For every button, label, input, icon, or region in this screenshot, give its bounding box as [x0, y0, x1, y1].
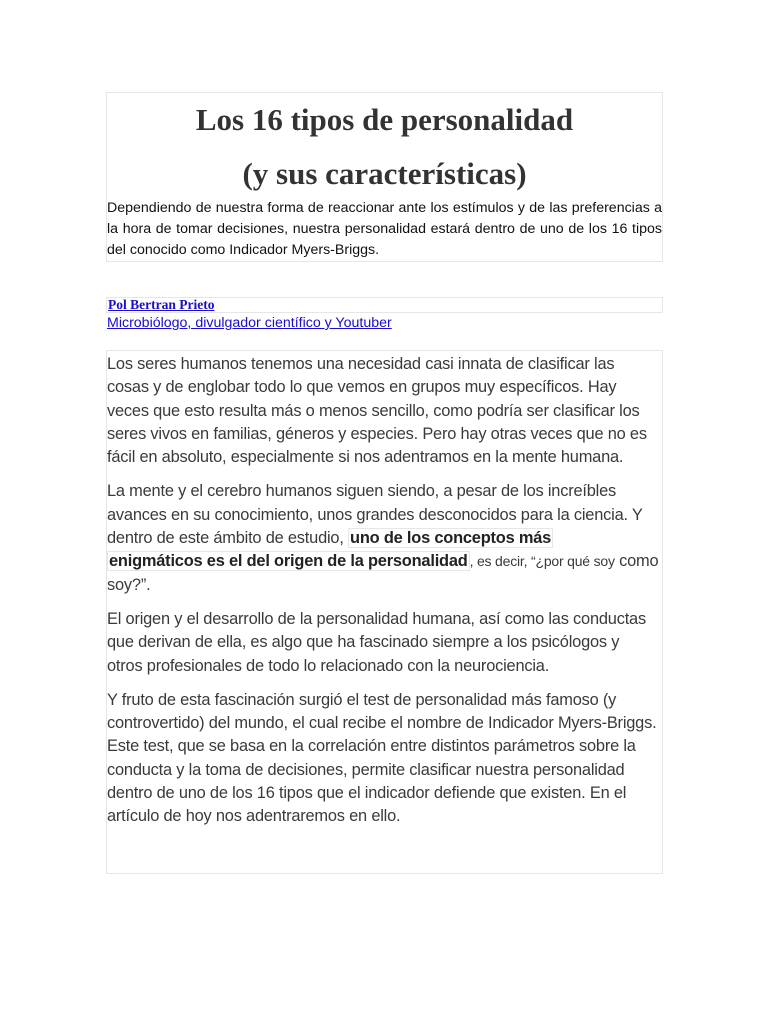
title-line-2: (y sus características) [242, 156, 527, 191]
paragraph-1: Los seres humanos tenemos una necesidad casi innata de clasificar las cosas y de englobar todo lo que vemos en grupos muy específicos. Hay veces que esto resulta más o menos sencillo, como podría ser clasificar los seres vivos en familias, géneros y especies. Pero hay otras veces que no es fácil en absoluto, especialmente si nos adentramos en la mente humana. [107, 355, 647, 467]
highlight-text-a: uno de los conceptos más [350, 529, 552, 548]
title-line-1: Los 16 tipos de personalidad [195, 102, 574, 137]
paragraph-2 [107, 480, 659, 596]
paragraph-2-text: La mente y el cerebro humanos siguen siendo, a pesar de los increíbles avances en su conocimiento, unos grandes desconocidos para la ciencia. Y dentro de este ámbito de estudio, [107, 482, 643, 548]
author-name-link[interactable]: Pol Bertran Prieto [108, 297, 215, 312]
highlight-text-b: enigmáticos es el del origen de la personalidad [109, 552, 468, 571]
author-role-link[interactable]: Microbiólogo, divulgador científico y Youtuber [107, 315, 392, 331]
paragraph-2-end: como soy?”. [107, 552, 659, 594]
paragraph-2-mid: , es decir, “¿por qué soy [469, 553, 615, 570]
article-intro: Dependiendo de nuestra forma de reaccionar ante los estímulos y de las preferencias a la hora de tomar decisiones, nuestra personalidad estará dentro de uno de los 16 tipos del conocido como Indicador Myers-Briggs. [107, 200, 662, 258]
author-box [106, 297, 663, 313]
paragraph-3: El origen y el desarrollo de la personalidad humana, así como las conductas que derivan de ella, es algo que ha fascinado siempre a los psicólogos y otros profesionales de todo lo relacionado con la neurociencia. [107, 609, 646, 675]
article-title [107, 93, 662, 201]
article-body [106, 350, 663, 874]
article-header [106, 92, 663, 262]
paragraph-4: Y fruto de esta fascinación surgió el test de personalidad más famoso (y controvertido) del mundo, el cual recibe el nombre de Indicador Myers-Briggs. Este test, que se basa en la correlación entre distintos parámetros sobre la conducta y la toma de decisiones, permite clasificar nuestra personalidad dentro de uno de los 16 tipos que el indicador defiende que existen. En el artículo de hoy nos adentraremos en ello. [107, 690, 657, 826]
